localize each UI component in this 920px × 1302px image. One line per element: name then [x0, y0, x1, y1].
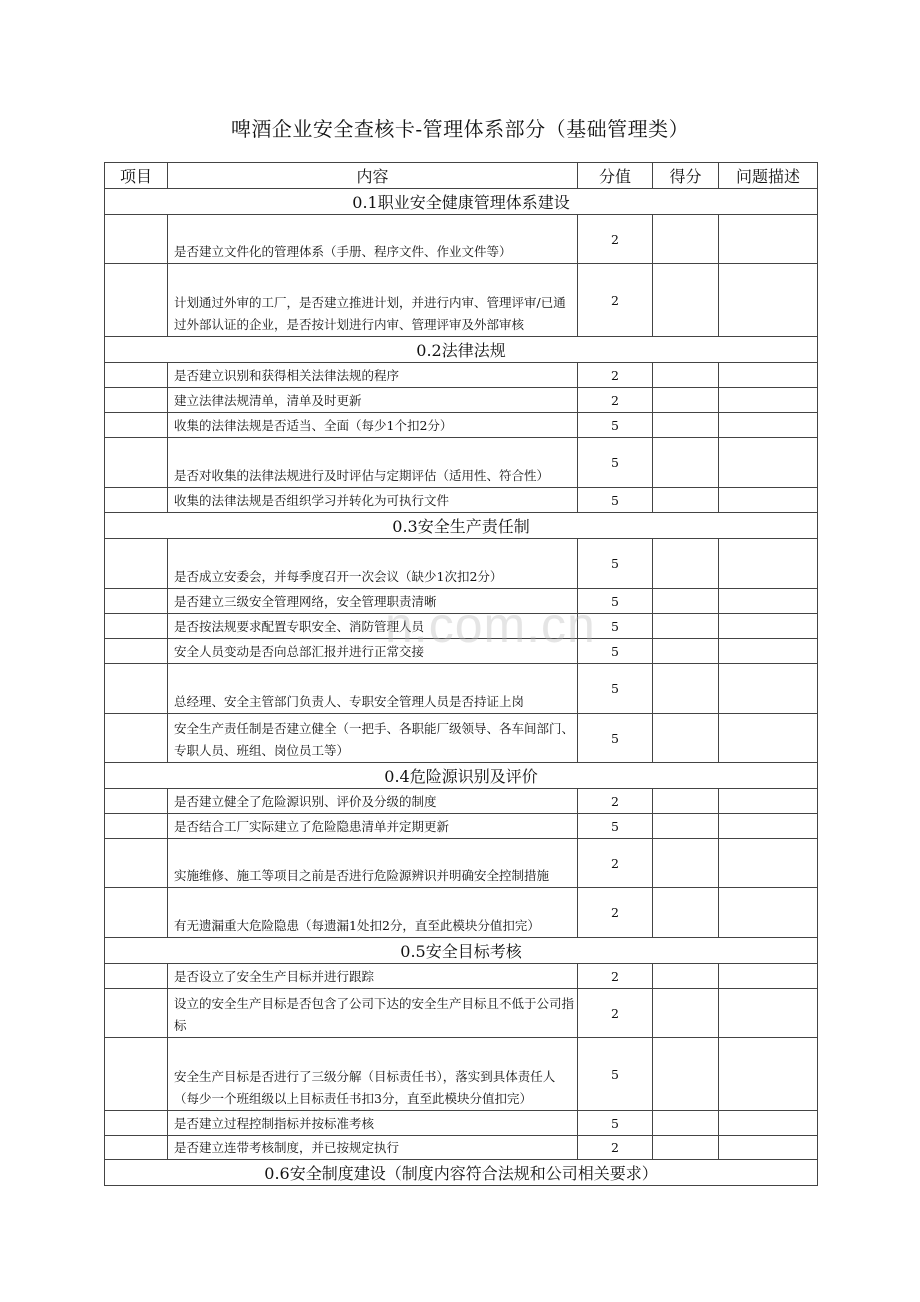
item-cell[interactable] — [105, 1038, 168, 1111]
item-cell[interactable] — [105, 539, 168, 589]
content-cell: 收集的法律法规是否适当、全面（每少1个扣2分） — [168, 413, 578, 438]
got-score-cell[interactable] — [653, 789, 719, 814]
table-row — [105, 714, 818, 763]
score-cell: 2 — [578, 1136, 653, 1160]
issue-description-cell[interactable] — [719, 789, 818, 814]
section-heading: 0.1职业安全健康管理体系建设 — [105, 189, 818, 215]
content-cell: 有无遗漏重大危险隐患（每遗漏1处扣2分，直至此模块分值扣完） — [168, 888, 578, 938]
got-score-cell[interactable] — [653, 264, 719, 337]
got-score-cell[interactable] — [653, 589, 719, 614]
content-cell: 是否结合工厂实际建立了危险隐患清单并定期更新 — [168, 814, 578, 839]
got-score-cell[interactable] — [653, 413, 719, 438]
item-cell[interactable] — [105, 664, 168, 714]
issue-description-cell[interactable] — [719, 264, 818, 337]
content-cell: 安全生产目标是否进行了三级分解（目标责任书），落实到具体责任人（每少一个班组级以上目标责任书扣3分，直至此模块分值扣完） — [168, 1038, 578, 1111]
column-header-issue: 问题描述 — [719, 163, 818, 189]
item-cell[interactable] — [105, 438, 168, 488]
section-heading-row — [105, 763, 818, 789]
item-cell[interactable] — [105, 714, 168, 763]
score-cell: 5 — [578, 814, 653, 839]
got-score-cell[interactable] — [653, 639, 719, 664]
section-heading-row — [105, 513, 818, 539]
got-score-cell[interactable] — [653, 964, 719, 989]
got-score-cell[interactable] — [653, 388, 719, 413]
score-cell: 2 — [578, 839, 653, 888]
content-cell: 安全生产责任制是否建立健全（一把手、各职能厂级领导、各车间部门、专职人员、班组、岗位员工等） — [168, 714, 578, 763]
section-heading-row — [105, 1160, 818, 1186]
item-cell[interactable] — [105, 614, 168, 639]
issue-description-cell[interactable] — [719, 888, 818, 938]
content-cell: 安全人员变动是否向总部汇报并进行正常交接 — [168, 639, 578, 664]
issue-description-cell[interactable] — [719, 989, 818, 1038]
content-cell: 建立法律法规清单，清单及时更新 — [168, 388, 578, 413]
section-heading: 0.2法律法规 — [105, 337, 818, 363]
score-cell: 2 — [578, 363, 653, 388]
score-cell: 5 — [578, 589, 653, 614]
watermark-text: n.com.cn — [385, 597, 596, 653]
got-score-cell[interactable] — [653, 438, 719, 488]
content-cell: 是否建立连带考核制度，并已按规定执行 — [168, 1136, 578, 1160]
issue-description-cell[interactable] — [719, 438, 818, 488]
got-score-cell[interactable] — [653, 989, 719, 1038]
column-header-item: 项目 — [105, 163, 168, 189]
score-cell: 5 — [578, 438, 653, 488]
table-row — [105, 814, 818, 839]
got-score-cell[interactable] — [653, 714, 719, 763]
item-cell[interactable] — [105, 639, 168, 664]
got-score-cell[interactable] — [653, 814, 719, 839]
score-cell: 2 — [578, 964, 653, 989]
issue-description-cell[interactable] — [719, 664, 818, 714]
section-heading-row — [105, 189, 818, 215]
content-cell: 总经理、安全主管部门负责人、专职安全管理人员是否持证上岗 — [168, 664, 578, 714]
issue-description-cell[interactable] — [719, 388, 818, 413]
content-cell: 是否设立了安全生产目标并进行跟踪 — [168, 964, 578, 989]
item-cell[interactable] — [105, 264, 168, 337]
table-body — [105, 189, 818, 1186]
issue-description-cell[interactable] — [719, 539, 818, 589]
content-cell: 设立的安全生产目标是否包含了公司下达的安全生产目标且不低于公司指标 — [168, 989, 578, 1038]
content-cell: 是否建立三级安全管理网络，安全管理职责清晰 — [168, 589, 578, 614]
table-row — [105, 264, 818, 337]
item-cell[interactable] — [105, 839, 168, 888]
score-cell: 5 — [578, 639, 653, 664]
issue-description-cell[interactable] — [719, 1038, 818, 1111]
content-cell: 是否按法规要求配置专职安全、消防管理人员 — [168, 614, 578, 639]
issue-description-cell[interactable] — [719, 839, 818, 888]
item-cell[interactable] — [105, 814, 168, 839]
item-cell[interactable] — [105, 589, 168, 614]
section-heading-row — [105, 337, 818, 363]
item-cell[interactable] — [105, 488, 168, 513]
section-heading: 0.3安全生产责任制 — [105, 513, 818, 539]
issue-description-cell[interactable] — [719, 363, 818, 388]
table-row — [105, 539, 818, 589]
issue-description-cell[interactable] — [719, 1111, 818, 1136]
got-score-cell[interactable] — [653, 1038, 719, 1111]
section-heading: 0.5安全目标考核 — [105, 938, 818, 964]
got-score-cell[interactable] — [653, 888, 719, 938]
item-cell[interactable] — [105, 888, 168, 938]
table-row — [105, 215, 818, 264]
issue-description-cell[interactable] — [719, 215, 818, 264]
table-row — [105, 1136, 818, 1160]
item-cell[interactable] — [105, 413, 168, 438]
section-heading-row — [105, 938, 818, 964]
table-row — [105, 413, 818, 438]
item-cell[interactable] — [105, 363, 168, 388]
score-cell: 5 — [578, 1038, 653, 1111]
table-row — [105, 789, 818, 814]
got-score-cell[interactable] — [653, 1111, 719, 1136]
item-cell[interactable] — [105, 215, 168, 264]
score-cell: 5 — [578, 1111, 653, 1136]
section-heading: 0.6安全制度建设（制度内容符合法规和公司相关要求） — [105, 1160, 818, 1186]
issue-description-cell[interactable] — [719, 1136, 818, 1160]
score-cell: 2 — [578, 789, 653, 814]
table-row — [105, 1111, 818, 1136]
got-score-cell[interactable] — [653, 839, 719, 888]
issue-description-cell[interactable] — [719, 714, 818, 763]
table-row — [105, 388, 818, 413]
table-row — [105, 839, 818, 888]
issue-description-cell[interactable] — [719, 614, 818, 639]
content-cell: 是否对收集的法律法规进行及时评估与定期评估（适用性、符合性） — [168, 438, 578, 488]
got-score-cell[interactable] — [653, 363, 719, 388]
got-score-cell[interactable] — [653, 215, 719, 264]
issue-description-cell[interactable] — [719, 639, 818, 664]
item-cell[interactable] — [105, 989, 168, 1038]
section-heading: 0.4危险源识别及评价 — [105, 763, 818, 789]
got-score-cell[interactable] — [653, 539, 719, 589]
score-cell: 5 — [578, 488, 653, 513]
got-score-cell[interactable] — [653, 664, 719, 714]
column-header-score: 分值 — [578, 163, 653, 189]
table-row — [105, 664, 818, 714]
content-cell: 是否建立识别和获得相关法律法规的程序 — [168, 363, 578, 388]
issue-description-cell[interactable] — [719, 589, 818, 614]
item-cell[interactable] — [105, 1111, 168, 1136]
score-cell: 2 — [578, 388, 653, 413]
table-row — [105, 488, 818, 513]
table-row — [105, 964, 818, 989]
score-cell: 2 — [578, 215, 653, 264]
issue-description-cell[interactable] — [719, 488, 818, 513]
score-cell: 2 — [578, 989, 653, 1038]
content-cell: 是否成立安委会，并每季度召开一次会议（缺少1次扣2分） — [168, 539, 578, 589]
score-cell: 2 — [578, 264, 653, 337]
item-cell[interactable] — [105, 388, 168, 413]
content-cell: 收集的法律法规是否组织学习并转化为可执行文件 — [168, 488, 578, 513]
item-cell[interactable] — [105, 789, 168, 814]
table-row — [105, 989, 818, 1038]
score-cell: 5 — [578, 664, 653, 714]
issue-description-cell[interactable] — [719, 814, 818, 839]
score-cell: 5 — [578, 539, 653, 589]
header-row — [105, 163, 818, 189]
content-cell: 是否建立健全了危险源识别、评价及分级的制度 — [168, 789, 578, 814]
issue-description-cell[interactable] — [719, 964, 818, 989]
audit-table — [104, 162, 818, 1186]
issue-description-cell[interactable] — [719, 413, 818, 438]
got-score-cell[interactable] — [653, 488, 719, 513]
score-cell: 5 — [578, 413, 653, 438]
score-cell: 5 — [578, 714, 653, 763]
table-row — [105, 1038, 818, 1111]
content-cell: 计划通过外审的工厂，是否建立推进计划，并进行内审、管理评审/已通过外部认证的企业，是否按计划进行内审、管理评审及外部审核 — [168, 264, 578, 337]
content-cell: 是否建立文件化的管理体系（手册、程序文件、作业文件等） — [168, 215, 578, 264]
score-cell: 5 — [578, 614, 653, 639]
table-row — [105, 438, 818, 488]
content-cell: 实施维修、施工等项目之前是否进行危险源辨识并明确安全控制措施 — [168, 839, 578, 888]
content-cell: 是否建立过程控制指标并按标准考核 — [168, 1111, 578, 1136]
score-cell: 2 — [578, 888, 653, 938]
got-score-cell[interactable] — [653, 1136, 719, 1160]
table-row — [105, 888, 818, 938]
column-header-content: 内容 — [168, 163, 578, 189]
got-score-cell[interactable] — [653, 614, 719, 639]
table-row — [105, 363, 818, 388]
item-cell[interactable] — [105, 964, 168, 989]
column-header-got: 得分 — [653, 163, 719, 189]
page-title: 啤酒企业安全查核卡-管理体系部分（基础管理类） — [230, 117, 690, 141]
item-cell[interactable] — [105, 1136, 168, 1160]
